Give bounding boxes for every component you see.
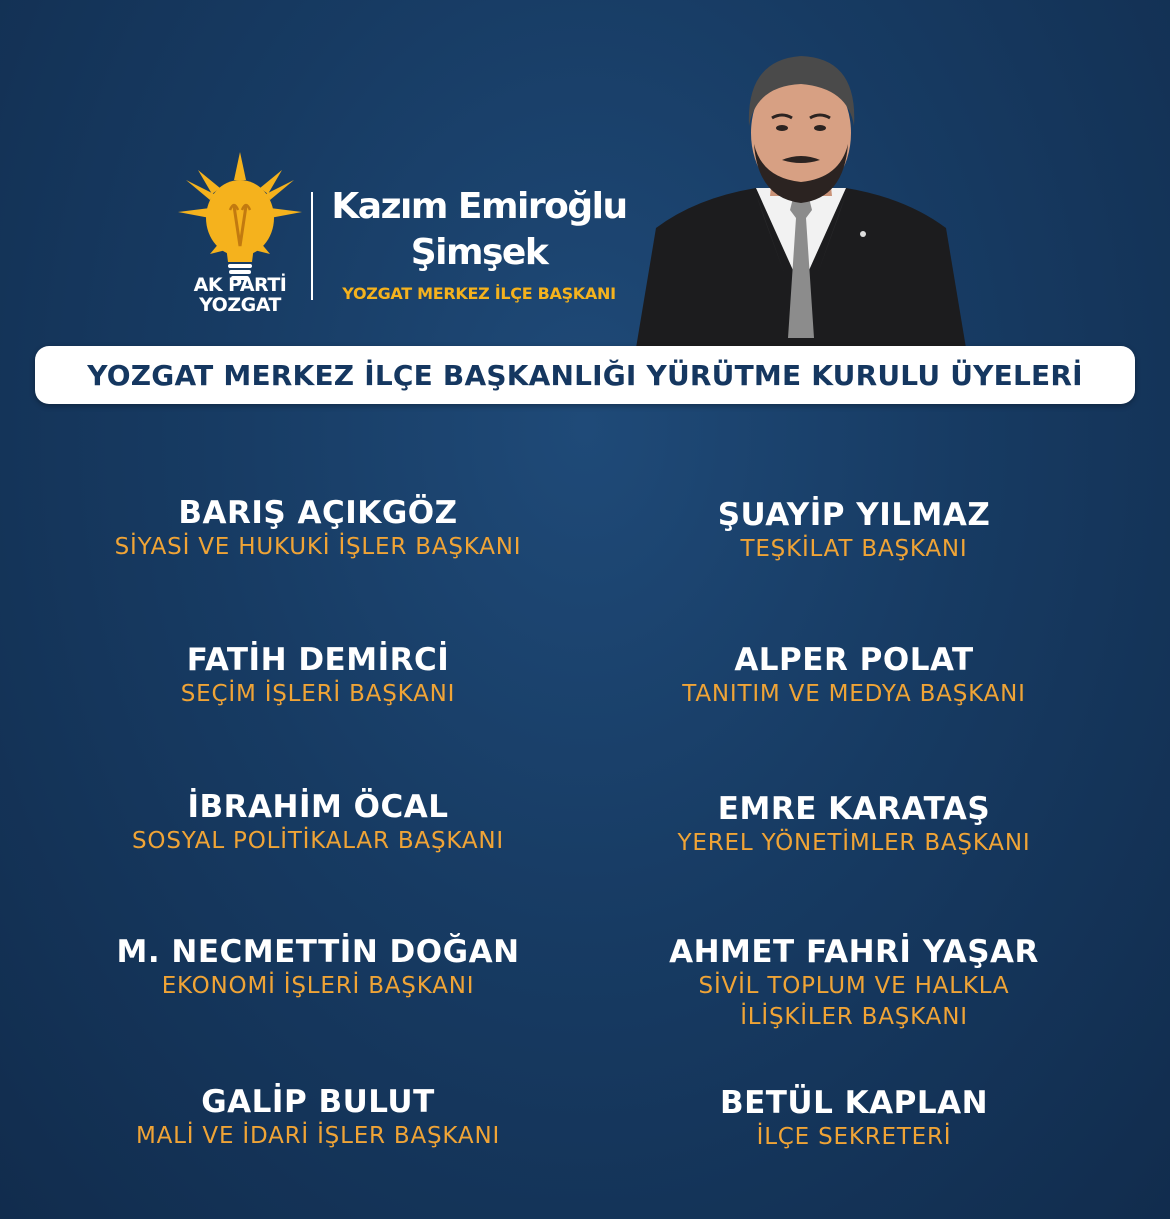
leader-name [318, 184, 640, 276]
member-name: BETÜL KAPLAN [719, 1085, 989, 1121]
member-name: ŞUAYİP YILMAZ [717, 497, 991, 533]
member-fatih-demirci [38, 641, 598, 710]
member-galip-bulut [38, 1083, 598, 1152]
banner-title: YOZGAT MERKEZ İLÇE BAŞKANLIĞI YÜRÜTME KURULU ÜYELERİ [87, 358, 1083, 392]
member-role: TEŞKİLAT BAŞKANI [740, 536, 968, 562]
member-ahmet-fahri-yasar [574, 933, 1134, 1033]
member-role-line2: İLİŞKİLER BAŞKANI [740, 1004, 968, 1030]
header-divider [311, 192, 313, 300]
member-name: AHMET FAHRİ YAŞAR [669, 934, 1039, 970]
member-role: MALİ VE İDARİ İŞLER BAŞKANI [135, 1123, 501, 1149]
logo-text [176, 275, 304, 315]
member-baris-acikgoz [38, 494, 598, 563]
leader-name-line1: Kazım Emiroğlu [331, 186, 627, 227]
leader-title: YOZGAT MERKEZ İLÇE BAŞKANI [342, 284, 616, 303]
member-role: SEÇİM İŞLERİ BAŞKANI [180, 681, 456, 707]
member-name: M. NECMETTİN DOĞAN [116, 934, 520, 970]
member-role: SİYASİ VE HUKUKİ İŞLER BAŞKANI [114, 534, 522, 560]
leader-portrait [636, 48, 966, 348]
member-name: FATİH DEMİRCİ [186, 642, 450, 678]
member-m-necmettin-dogan [38, 933, 598, 1002]
leader-name-line2: Şimşek [410, 232, 548, 273]
member-ibrahim-ocal [38, 788, 598, 857]
member-suayip-yilmaz [574, 496, 1134, 565]
member-role: TANITIM VE MEDYA BAŞKANI [682, 681, 1026, 707]
member-emre-karatas [574, 790, 1134, 859]
member-name: EMRE KARATAŞ [717, 791, 991, 827]
member-name: İBRAHİM ÖCAL [187, 789, 449, 825]
member-role-line1: SİVİL TOPLUM VE HALKLA [698, 973, 1010, 999]
logo-text-line1: AK PARTİ [193, 274, 287, 296]
member-role: İLÇE SEKRETERİ [756, 1124, 952, 1150]
title-banner [35, 346, 1135, 404]
member-alper-polat [574, 641, 1134, 710]
member-betul-kaplan [574, 1084, 1134, 1153]
member-role: SOSYAL POLİTİKALAR BAŞKANI [132, 828, 504, 854]
member-name: BARIŞ AÇIKGÖZ [178, 495, 458, 531]
member-role: YEREL YÖNETİMLER BAŞKANI [677, 830, 1031, 856]
member-role: EKONOMİ İŞLERİ BAŞKANI [161, 973, 475, 999]
member-name: GALİP BULUT [201, 1084, 435, 1120]
logo-text-line2: YOZGAT [199, 294, 281, 316]
member-name: ALPER POLAT [734, 642, 974, 678]
